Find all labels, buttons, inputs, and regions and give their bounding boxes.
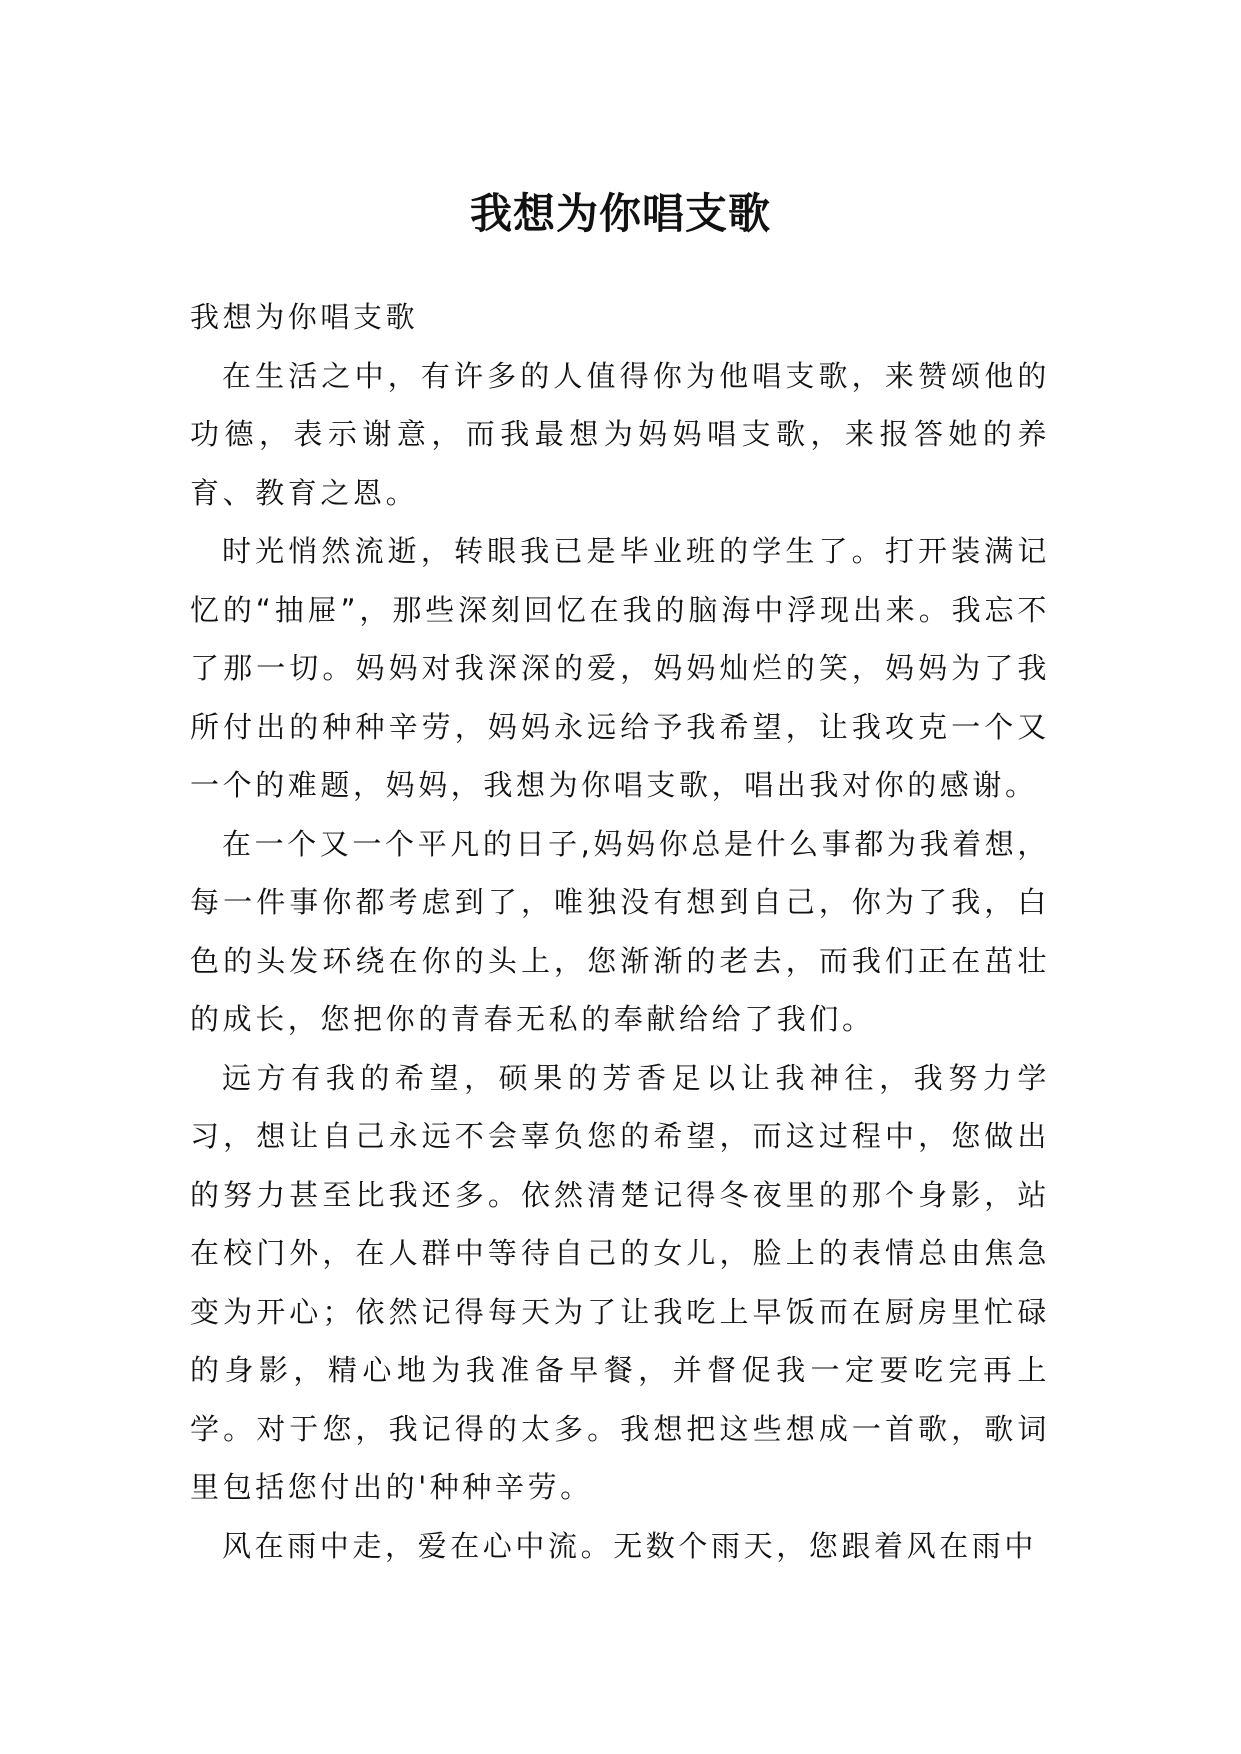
document-title: 我想为你唱支歌 bbox=[469, 189, 771, 239]
body-paragraph: 时光悄然流逝，转眼我已是毕业班的学生了。打开装满记忆的“抽屉”，那些深刻回忆在我的脑海中浮现出来。我忘不了那一切。妈妈对我深深的爱，妈妈灿烂的笑，妈妈为了我所付出的种种辛劳，妈妈永远给予我希望，让我攻克一个又一个的难题，妈妈，我想为你唱支歌，唱出我对你的感谢。 bbox=[190, 534, 1050, 802]
body-paragraph: 远方有我的希望，硕果的芳香足以让我神往，我努力学习，想让自己永远不会辜负您的希望，而这过程中，您做出的努力甚至比我还多。依然清楚记得冬夜里的那个身影，站在校门外，在人群中等待自己的女儿，脸上的表情总由焦急变为开心；依然记得每天为了让我吃上早饭而在厨房里忙碌的身影，精心地为我准备早餐，并督促我一定要吃完再上学。对于您，我记得的太多。我想把这些想成一首歌，歌词里包括您付出的'种种辛劳。 bbox=[190, 1060, 1050, 1504]
document-body bbox=[190, 288, 1050, 1575]
body-paragraph: 在生活之中，有许多的人值得你为他唱支歌，来赞颂他的功德，表示谢意，而我最想为妈妈唱支歌，来报答她的养育、教育之恩。 bbox=[190, 358, 1050, 510]
document-subtitle: 我想为你唱支歌 bbox=[190, 300, 419, 334]
body-paragraph: 风在雨中走，爱在心中流。无数个雨天，您跟着风在雨中 bbox=[222, 1528, 1038, 1563]
body-paragraph: 在一个又一个平凡的日子,妈妈你总是什么事都为我着想，每一件事你都考虑到了，唯独没有想到自己，你为了我，白色的头发环绕在你的头上，您渐渐的老去，而我们正在茁壮的成长，您把你的青春无私的奉献给给了我们。 bbox=[190, 826, 1050, 1036]
